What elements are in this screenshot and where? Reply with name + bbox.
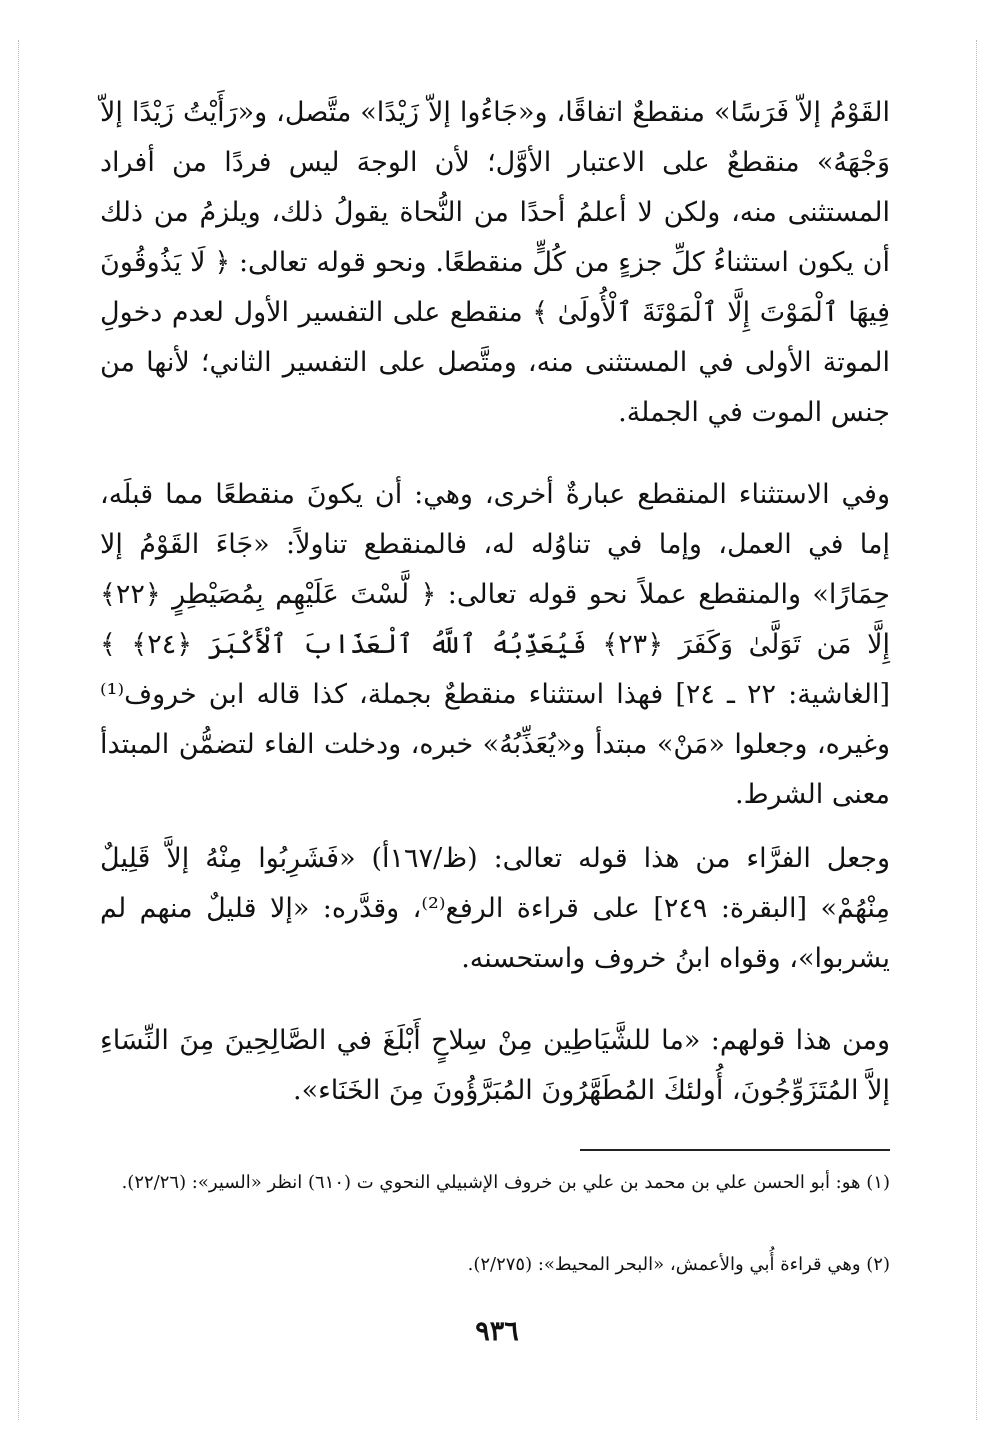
footnote-1: (١) هو: أبو الحسن علي بن محمد بن علي بن خروف الإشبيلي النحوي ت (٦١٠) انظر «السير»: (٢٢/٢٦). — [121, 1172, 890, 1193]
binding-edge-left — [18, 40, 19, 1420]
footnote-divider — [580, 1149, 890, 1151]
paragraph-1: القَوْمُ إلاّ فَرَسًا» منقطعٌ اتفاقًا، و«جَاءُوا إلاّ زَيْدًا» متَّصل، و«رَأَيْتُ زَيْدًا إلاّ وَجْهَهُ» منقطعٌ على الاعتبار الأوَّل؛ لأن الوجهَ ليس فردًا من أفراد المستثنى منه، ولكن لا أعلمُ أحدًا من النُّحاة يقولُ ذلك، ويلزمُ من ذلك أن يكون استثناءُ كلِّ جزءٍ من كُلٍّ منقطعًا. ونحو قوله تعالى: ﴿ لَا يَذُوقُونَ فِيهَا ٱلْمَوْتَ إِلَّا ٱلْمَوْتَةَ ٱلْأُولَىٰ ﴾ منقطع على التفسير الأول لعدم دخولِ الموتة الأولى في المستثنى منه، ومتَّصل على التفسير الثاني؛ لأنها من جنس الموت في الجملة. — [100, 97, 890, 428]
page-number: ٩٣٦ — [475, 1316, 519, 1347]
footnote-2: (٢) وهي قراءة أُبي والأعمش، «البحر المحيط»: (٢/٢٧٥). — [467, 1254, 890, 1275]
paragraph-3: وجعل الفرَّاء من هذا قوله تعالى: (ظ/١٦٧أ) «فَشَرِبُوا مِنْهُ إلاَّ قَلِيلٌ مِنْهُمْ» [البقرة: ٢٤٩] على قراءة الرفع⁽²⁾، وقدَّره: «إلا قليلٌ منهم لم يشربوا»، وقواه ابنُ خروف واستحسنه. — [100, 843, 891, 974]
paragraph-4: ومن هذا قولهم: «ما للشَّيَاطِين مِنْ سِلاحٍ أَبْلَغَ في الصَّالِحِينَ مِنَ النِّسَاءِ إلاَّ المُتَزَوِّجُونَ، أُولئكَ المُطَهَّرُونَ المُبَرَّؤُونَ مِنَ الخَنَاء». — [100, 1025, 890, 1106]
paragraph-2: وفي الاستثناء المنقطع عبارةٌ أخرى، وهي: أن يكونَ منقطعًا مما قبلَه، إما في العمل، وإما في تناوُله له، فالمنقطع تناولاً: «جَاءَ القَوْمُ إلا حِمَارًا» والمنقطع عملاً نحو قوله تعالى: ﴿ لَّسْتَ عَلَيْهِم بِمُصَيْطِرٍ ﴿٢٢﴾ إِلَّا مَن تَوَلَّىٰ وَكَفَرَ ﴿٢٣﴾ فَيُعَذِّبُهُ ٱللَّهُ ٱلْعَذَابَ ٱلْأَكْبَرَ ﴿٢٤﴾ ﴾ [الغاشية: ٢٢ ـ ٢٤] فهذا استثناء منقطعٌ بجملة، كذا قاله ابن خروف⁽¹⁾ وغيره، وجعلوا «مَنْ» مبتدأ و«يُعَذِّبُهُ» خبره، ودخلت الفاء لتضمُّن المبتدأ معنى الشرط. — [100, 479, 890, 810]
binding-edge-right — [976, 40, 977, 1420]
